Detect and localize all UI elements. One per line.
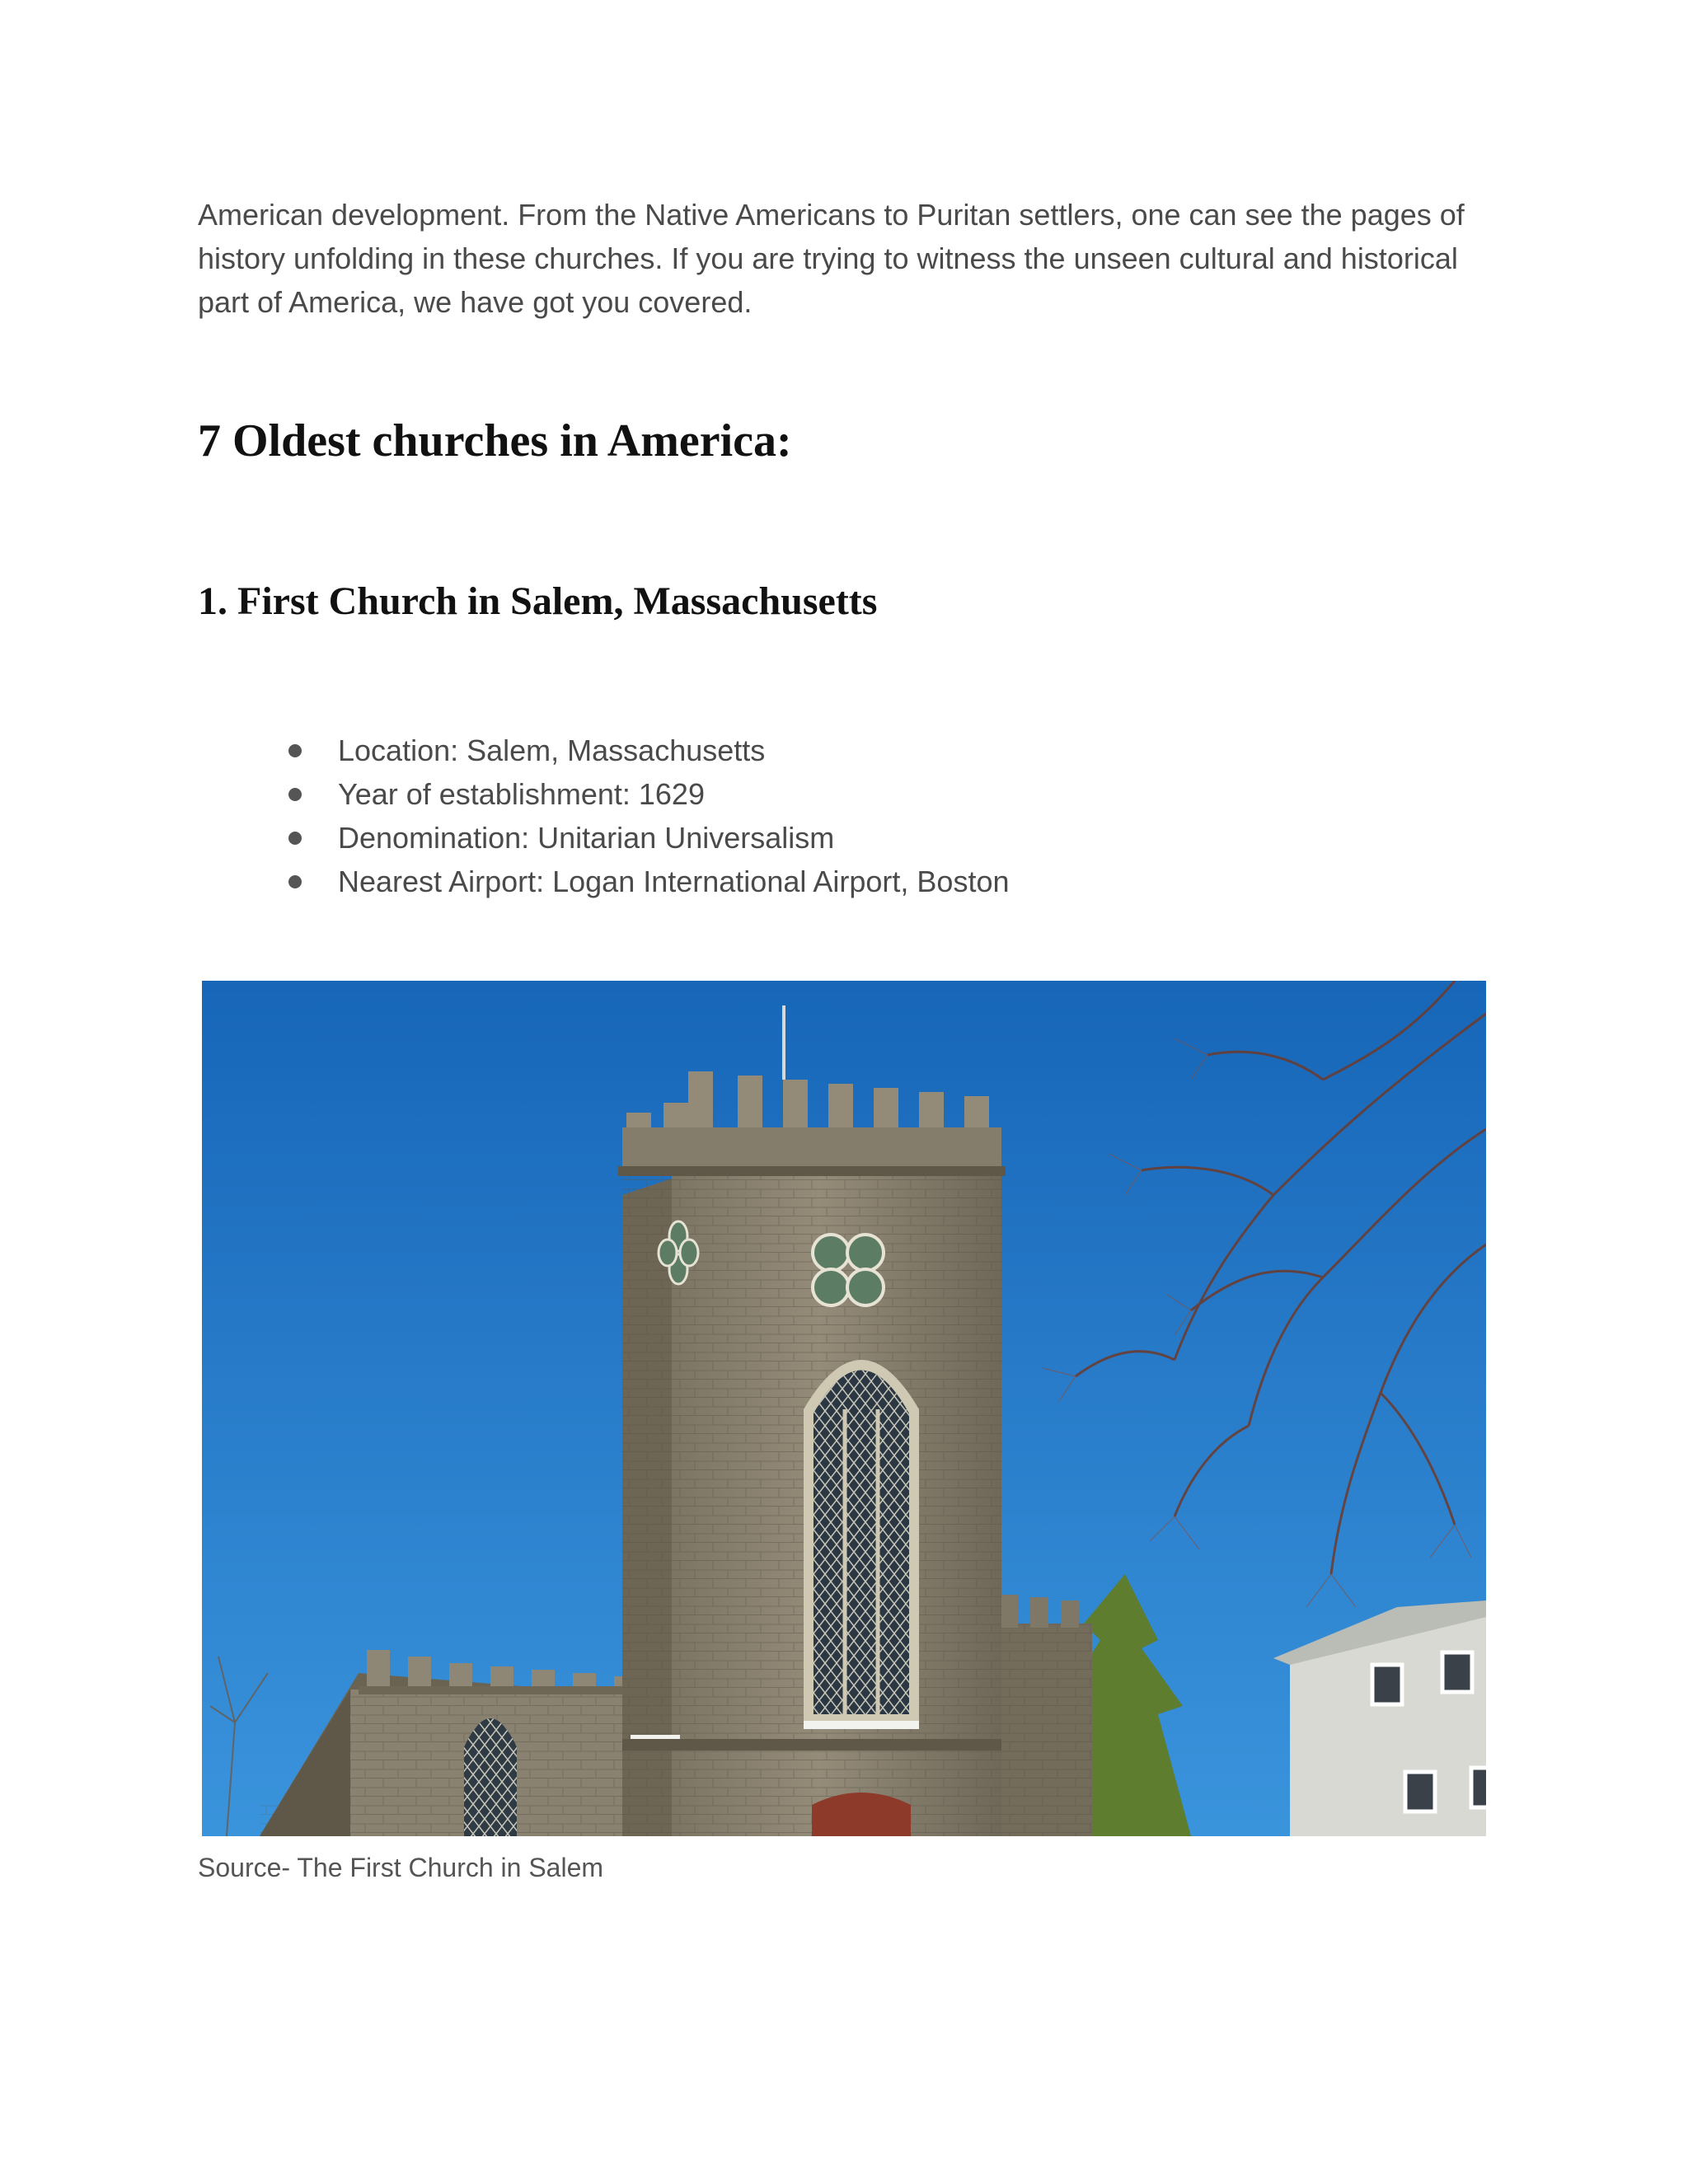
fact-airport: Nearest Airport: Logan International Airport, Boston — [338, 865, 1010, 898]
section-heading: 7 Oldest churches in America: — [198, 415, 792, 466]
church-facts-list — [288, 729, 1009, 903]
fact-year: Year of establishment: 1629 — [338, 777, 705, 811]
bullet-icon — [288, 832, 302, 845]
bullet-icon — [288, 744, 302, 757]
list-item — [288, 772, 1009, 816]
fact-denomination: Denomination: Unitarian Universalism — [338, 821, 835, 855]
bullet-icon — [288, 875, 302, 888]
intro-paragraph: American development. From the Native Americans to Puritan settlers, one can see the pages of history unfolding in these churches. If you are trying to witness the unseen cultural and historical part of America, we have got you covered. — [198, 198, 1465, 319]
bullet-icon — [288, 788, 302, 801]
list-item — [288, 729, 1009, 772]
church-door — [812, 1793, 911, 1836]
fact-location: Location: Salem, Massachusetts — [338, 733, 766, 767]
list-item — [288, 816, 1009, 860]
image-caption: Source- The First Church in Salem — [198, 1853, 604, 1882]
church-photo — [202, 981, 1486, 1836]
list-item — [288, 860, 1009, 903]
church-heading: 1. First Church in Salem, Massachusetts — [198, 579, 878, 623]
